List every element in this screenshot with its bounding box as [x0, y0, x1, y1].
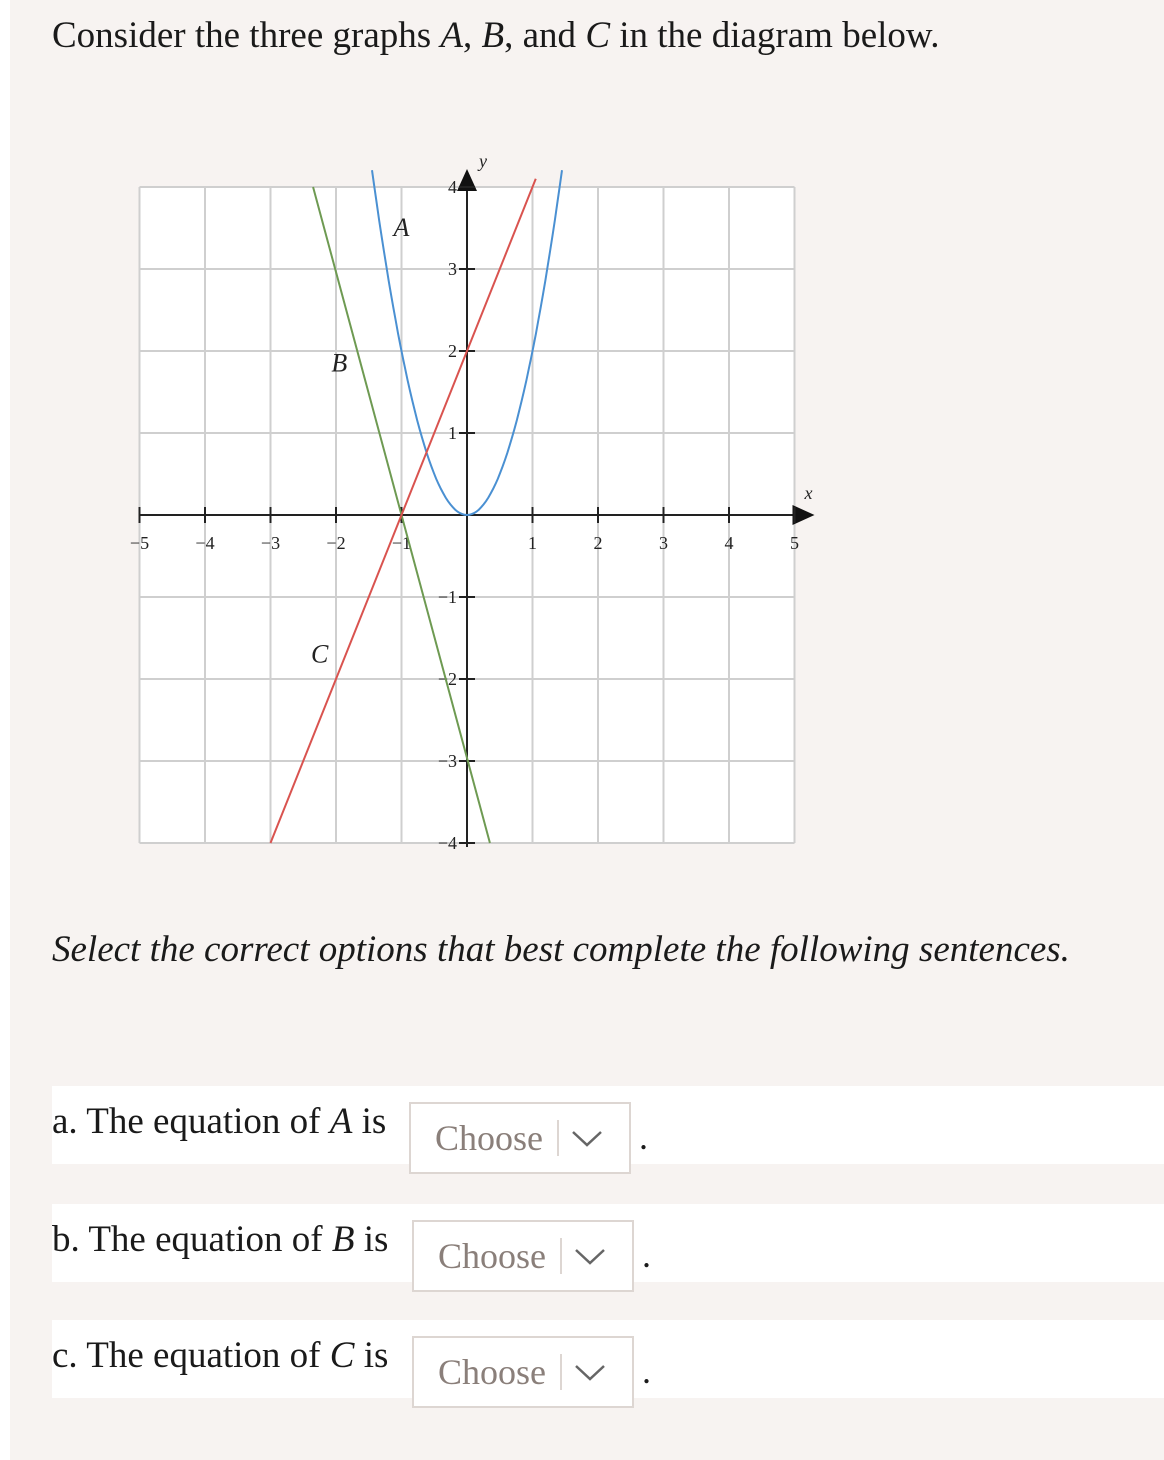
instruction-text: Select the correct options that best complete the following sentences.: [52, 929, 1070, 970]
x-tick-label: −3: [260, 533, 281, 553]
x-tick-label: 3: [659, 533, 668, 553]
equation-b-placeholder: Choose: [438, 1236, 546, 1276]
chevron-down-icon: [572, 1244, 608, 1268]
y-tick-label: −2: [437, 669, 457, 689]
y-tick-label: 2: [448, 341, 457, 361]
y-axis-label: y: [479, 151, 487, 171]
question-row-b: [52, 1204, 1164, 1282]
y-tick-label: −1: [437, 587, 457, 607]
equation-a-dropdown[interactable]: [409, 1102, 631, 1174]
dropdown-separator: [557, 1120, 559, 1156]
x-axis-arrow: [793, 505, 815, 525]
x-tick-label: −5: [129, 533, 150, 553]
x-tick-label: −2: [326, 533, 346, 553]
period: .: [642, 1351, 651, 1391]
equation-c-dropdown[interactable]: [412, 1336, 634, 1408]
equation-c-placeholder: Choose: [438, 1352, 546, 1392]
question-c-text: c. The equation of C is: [52, 1335, 389, 1376]
y-tick-label: −4: [437, 833, 457, 853]
equation-b-dropdown[interactable]: [412, 1220, 634, 1292]
dropdown-separator: [560, 1354, 562, 1390]
series-a-label: A: [393, 213, 410, 243]
chevron-down-icon: [569, 1126, 605, 1150]
x-tick-label: −4: [195, 533, 215, 553]
question-row-c: [52, 1320, 1164, 1398]
y-tick-label: −3: [437, 751, 457, 771]
equation-a-placeholder: Choose: [435, 1118, 543, 1158]
period: .: [639, 1117, 648, 1157]
series-c-label: C: [310, 639, 329, 669]
y-tick-label: 1: [448, 423, 457, 443]
chevron-down-icon: [572, 1360, 608, 1384]
dropdown-separator: [560, 1238, 562, 1274]
x-tick-label: 4: [724, 533, 734, 553]
x-tick-label: −1: [391, 533, 412, 553]
x-tick-label: 1: [528, 533, 537, 553]
y-tick-label: 4: [448, 177, 457, 197]
x-axis-label: x: [804, 483, 813, 503]
series-b-label: B: [331, 348, 348, 378]
period: .: [642, 1235, 651, 1275]
x-tick-label: 5: [790, 533, 799, 553]
question-b-text: b. The equation of B is: [52, 1219, 389, 1260]
question-a-text: a. The equation of A is: [52, 1101, 387, 1142]
x-tick-label: 2: [593, 533, 603, 553]
question-intro: Consider the three graphs A, B, and C in the diagram below.: [52, 15, 940, 56]
question-row-a: [52, 1086, 1164, 1164]
y-tick-label: 3: [448, 259, 457, 279]
